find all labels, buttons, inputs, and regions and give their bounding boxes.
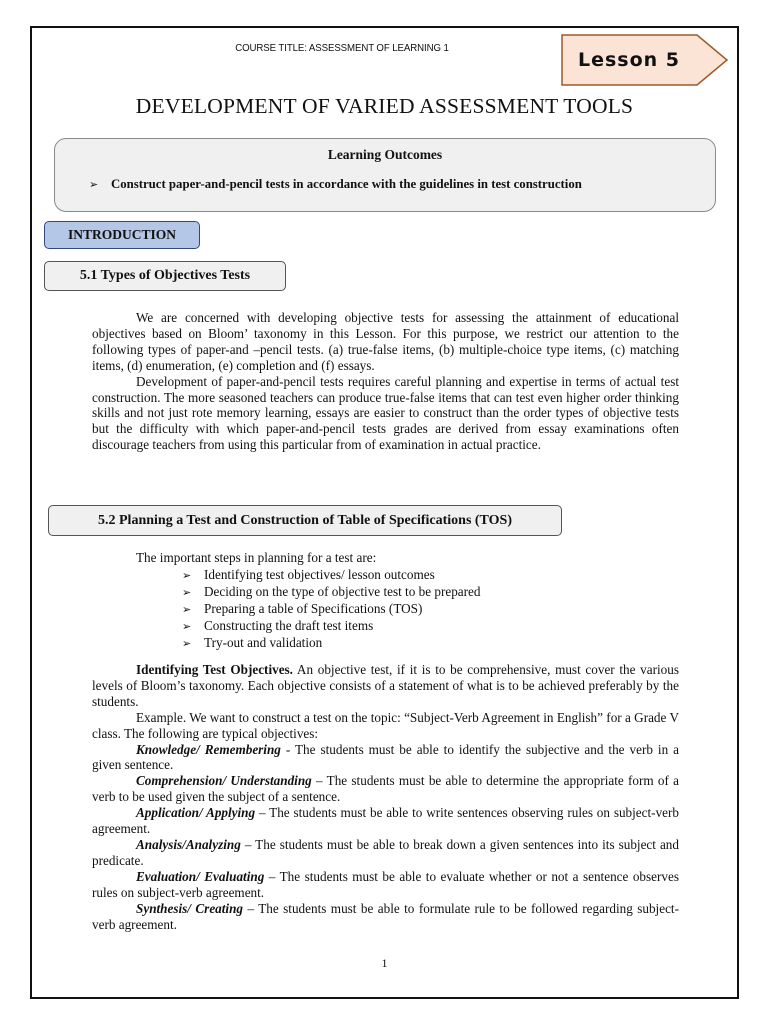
objective-item: Evaluation/ Evaluating – The students must be able to evaluate whether or not a sentence observes rules on subject-verb agreement. — [92, 868, 679, 900]
arrow-bullet-icon: ➢ — [182, 637, 192, 650]
learning-outcomes-heading: Learning Outcomes — [327, 147, 443, 162]
arrow-bullet-icon: ➢ — [182, 603, 192, 616]
lesson-label: Lesson 5 — [577, 49, 681, 71]
list-item: ➢ Preparing a table of Specifications (TOS) — [182, 601, 423, 616]
learning-outcome-item — [89, 177, 582, 192]
section-5-2-body — [92, 662, 679, 932]
learning-outcomes-box — [54, 138, 716, 212]
objective-item: Comprehension/ Understanding – The students must be able to determine the appropriate form of a verb to be used given the subject of a sentence. — [92, 773, 680, 805]
steps-lead: The important steps in planning for a test are: — [136, 550, 377, 565]
list-item: ➢ Try-out and validation — [182, 635, 323, 650]
arrow-bullet-icon: ➢ — [89, 178, 99, 191]
arrow-bullet-icon: ➢ — [182, 620, 192, 633]
section-heading-5-1: 5.1 Types of Objectives Tests — [44, 261, 286, 291]
paragraph: Identifying Test Objectives. An objective test, if it is to be comprehensive, must cover the various levels of Bloom’s taxonomy. Each objective consists of a statement of what is to be achieved preferably by the students. — [92, 662, 679, 709]
list-item: ➢ Identifying test objectives/ lesson outcomes — [182, 567, 435, 582]
learning-outcome-text: Construct paper-and-pencil tests in accordance with the guidelines in test construction — [111, 177, 582, 191]
arrow-bullet-icon: ➢ — [182, 586, 192, 599]
section-heading-5-2: 5.2 Planning a Test and Construction of Table of Specifications (TOS) — [48, 505, 562, 536]
arrow-bullet-icon: ➢ — [182, 569, 192, 582]
section-5-1-body — [92, 310, 679, 453]
introduction-label: INTRODUCTION — [44, 221, 200, 249]
page-title: DEVELOPMENT OF VARIED ASSESSMENT TOOLS — [135, 94, 634, 118]
objective-item: Synthesis/ Creating – The students must be able to formulate rule to be followed regarding subject-verb agreement. — [92, 900, 679, 932]
lesson-badge — [561, 34, 729, 86]
objective-item: Knowledge/ Remembering - The students must be able to identify the subjective and the verb in a given sentence. — [92, 741, 679, 773]
paragraph: Development of paper-and-pencil tests requires careful planning and expertise in terms of actual test construction. The more seasoned teachers can produce true-false items that can test even higher order thinking skills and not just rote memory learning, essays are easier to construct than the order types of objective tests but the difficulty with which paper-and-pencil tests grades are derived from essay examinations often discourage teachers from using this particular from of examination in actual practice. — [92, 373, 679, 453]
paragraph: Example. We want to construct a test on the topic: “Subject-Verb Agreement in English” for a Grade V class. The following are typical objectives: — [92, 709, 679, 741]
objective-item: Application/ Applying – The students must be able to write sentences observing rules on subject-verb agreement. — [92, 805, 679, 837]
page-number: 1 — [381, 956, 388, 970]
course-title: COURSE TITLE: ASSESSMENT OF LEARNING 1 — [235, 42, 449, 54]
list-item: ➢ Constructing the draft test items — [182, 618, 374, 633]
planning-steps-list — [182, 567, 480, 652]
list-item: ➢ Deciding on the type of objective test to be prepared — [182, 584, 481, 599]
document-page — [30, 26, 739, 999]
paragraph: We are concerned with developing objective tests for assessing the attainment of educational objectives based on Bloom’ taxonomy in this Lesson. For this purpose, we restrict our attention to the following types of paper-and –pencil tests. (a) true-false items, (b) multiple-choice type items, (c) matching items, (d) enumeration, (e) completion and (f) essays. — [92, 310, 679, 373]
objective-item: Analysis/Analyzing – The students must be able to break down a given sentences into its subject and predicate. — [92, 836, 679, 868]
